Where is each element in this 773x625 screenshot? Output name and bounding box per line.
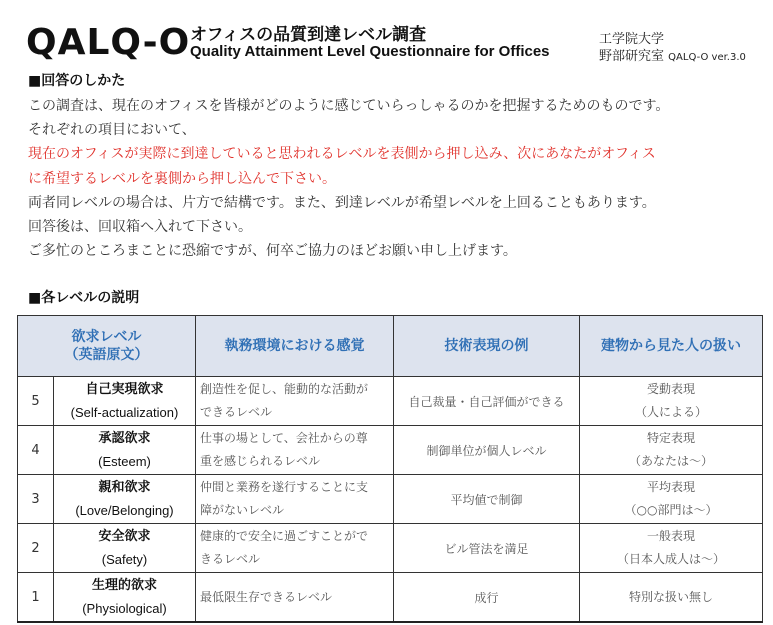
need-cell bbox=[54, 524, 196, 573]
table-row bbox=[18, 524, 763, 573]
treatment-cell bbox=[580, 377, 763, 426]
feeling-line: 仲間と業務を遂行することに支 bbox=[200, 480, 369, 494]
technology-cell: 制御単位が個人レベル bbox=[394, 426, 580, 475]
treatment-line: 特別な扱い無し bbox=[628, 589, 713, 604]
instruction-line-highlight: に希望するレベルを裏側から押し込んで下さい。 bbox=[28, 170, 336, 187]
treatment-line: （あなたは～） bbox=[628, 454, 713, 468]
organization bbox=[599, 31, 746, 66]
feeling-line: きるレベル bbox=[200, 552, 261, 566]
technology-cell: ビル管法を満足 bbox=[394, 524, 580, 573]
need-jp: 自己実現欲求 bbox=[85, 382, 164, 397]
column-header-feeling: 執務環境における感覚 bbox=[196, 316, 394, 377]
need-cell bbox=[54, 426, 196, 475]
table-header-row bbox=[18, 316, 763, 377]
need-cell bbox=[54, 377, 196, 426]
logo: QALQ-O bbox=[26, 22, 191, 63]
treatment-line: （人による） bbox=[634, 405, 707, 419]
column-header-need-level bbox=[18, 316, 196, 377]
technology-cell: 成行 bbox=[394, 573, 580, 623]
instruction-line: 回答後は、回収箱へ入れて下さい。 bbox=[28, 219, 252, 236]
treatment-line: 受動表現 bbox=[646, 382, 695, 396]
need-en: (Physiological) bbox=[82, 601, 167, 616]
feeling-line: 創造性を促し、能動的な活動が bbox=[200, 382, 369, 396]
need-cell bbox=[54, 573, 196, 623]
feeling-line: 仕事の場として、会社からの尊 bbox=[200, 431, 368, 445]
column-header-treatment: 建物から見た人の扱い bbox=[580, 316, 763, 377]
feeling-cell bbox=[196, 524, 394, 573]
feeling-cell bbox=[196, 377, 394, 426]
instructions bbox=[28, 94, 768, 263]
level-number: 5 bbox=[18, 377, 54, 426]
treatment-cell bbox=[580, 475, 763, 524]
treatment-line: 一般表現 bbox=[646, 529, 695, 543]
lab-name: 野部研究室 bbox=[599, 49, 665, 64]
need-en: (Esteem) bbox=[98, 454, 151, 469]
need-en: (Self-actualization) bbox=[70, 405, 179, 420]
feeling-cell bbox=[196, 426, 394, 475]
level-number: 3 bbox=[18, 475, 54, 524]
feeling-line: 最低限生存できるレベル bbox=[200, 589, 333, 604]
need-jp: 承認欲求 bbox=[98, 431, 151, 446]
instruction-line-highlight: 現在のオフィスが実際に到達していると思われるレベルを表側から押し込み、次にあなたがオフィス bbox=[28, 146, 656, 163]
technology-cell: 自己裁量・自己評価ができる bbox=[394, 377, 580, 426]
need-jp: 親和欲求 bbox=[98, 480, 151, 495]
treatment-cell bbox=[580, 573, 763, 623]
treatment-line: （○○部門は～） bbox=[624, 503, 718, 517]
feeling-line: 健康的で安全に過ごすことがで bbox=[200, 529, 369, 543]
treatment-line: 平均表現 bbox=[646, 480, 695, 494]
version-label: QALQ-O ver.3.0 bbox=[668, 52, 746, 63]
instruction-line: それぞれの項目において、 bbox=[28, 122, 196, 139]
treatment-cell bbox=[580, 524, 763, 573]
levels-table bbox=[17, 315, 763, 623]
level-number: 4 bbox=[18, 426, 54, 475]
treatment-line: 特定表現 bbox=[646, 431, 695, 445]
treatment-cell bbox=[580, 426, 763, 475]
feeling-line: できるレベル bbox=[200, 405, 273, 419]
need-jp: 生理的欲求 bbox=[91, 578, 157, 593]
treatment-line: （日本人成人は～） bbox=[616, 552, 725, 566]
levels-heading: ■各レベルの説明 bbox=[28, 290, 140, 306]
need-cell bbox=[54, 475, 196, 524]
instruction-line: 両者同レベルの場合は、片方で結構です。また、到達レベルが希望レベルを上回ることもあります。 bbox=[28, 194, 656, 211]
page-title: オフィスの品質到達レベル調査 bbox=[190, 25, 427, 45]
feeling-cell bbox=[196, 475, 394, 524]
table-row bbox=[18, 573, 763, 623]
technology-cell: 平均値で制御 bbox=[394, 475, 580, 524]
table-row bbox=[18, 426, 763, 475]
need-jp: 安全欲求 bbox=[98, 529, 151, 544]
need-en: (Safety) bbox=[101, 552, 148, 567]
page-subtitle: Quality Attainment Level Questionnaire for Offices bbox=[190, 43, 550, 60]
level-number: 1 bbox=[18, 573, 54, 623]
column-header-sublabel: （英語原文） bbox=[64, 347, 149, 363]
need-en: (Love/Belonging) bbox=[75, 503, 174, 518]
instruction-line: ご多忙のところまことに恐縮ですが、何卒ご協力のほどお願い申し上げます。 bbox=[28, 243, 517, 260]
table-row bbox=[18, 377, 763, 426]
table-row bbox=[18, 475, 763, 524]
lab-version-line bbox=[599, 48, 746, 66]
instruction-line: この調査は、現在のオフィスを皆様がどのように感じていらっしゃるのかを把握するためのものです。 bbox=[28, 98, 670, 114]
column-header-technology: 技術表現の例 bbox=[394, 316, 580, 377]
feeling-line: 重を感じられるレベル bbox=[200, 454, 321, 468]
feeling-cell bbox=[196, 573, 394, 623]
feeling-line: 障がないレベル bbox=[200, 503, 285, 517]
level-number: 2 bbox=[18, 524, 54, 573]
how-to-heading: ■回答のしかた bbox=[28, 73, 126, 89]
university-name: 工学院大学 bbox=[599, 32, 665, 47]
column-header-label: 欲求レベル bbox=[71, 329, 142, 345]
